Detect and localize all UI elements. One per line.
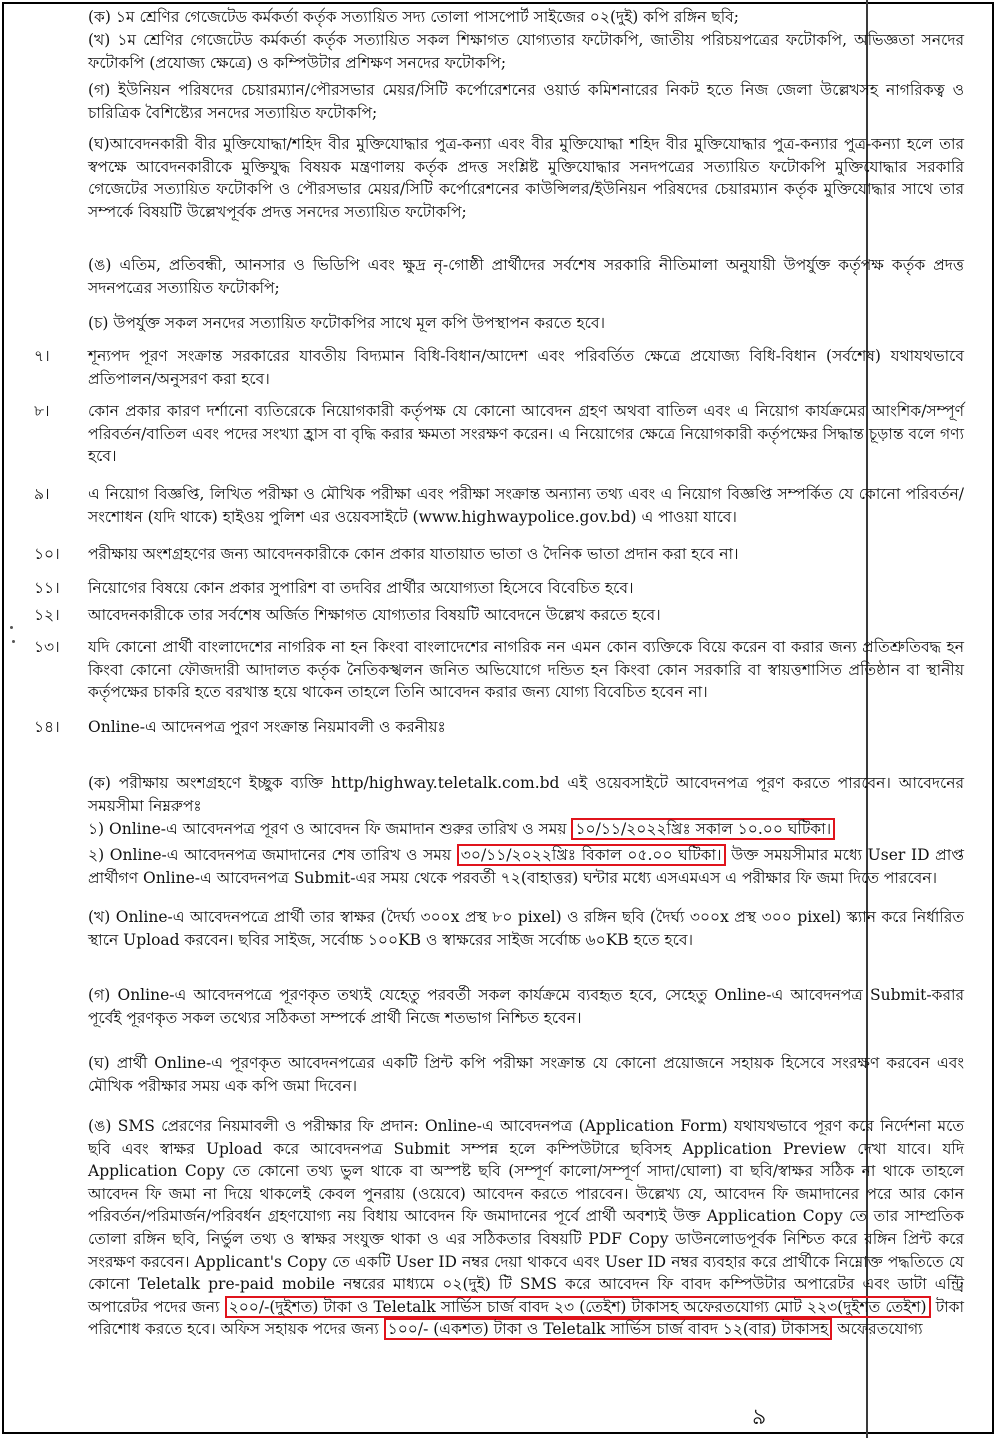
page-number: ৯ bbox=[752, 1405, 767, 1430]
start-date-label: ১) Online-এ আবেদনপত্র পূরণ ও আবেদন ফি জমাদান শুরুর তারিখ ও সময় bbox=[88, 820, 567, 838]
clause-number: ১১। bbox=[34, 579, 60, 597]
end-date-label: ২) Online-এ আবেদনপত্র জমাদানের শেষ তারিখ ও সময় bbox=[88, 846, 452, 864]
item-ga: (গ) ইউনিয়ন পরিষদের চেয়ারম্যান/পৌরসভার মেয়র/সিটি কর্পোরেশনের ওয়ার্ড কমিশনারের নিকট হতে নিজ জেলা উল্লেখসহ নাগরিকত্ব ও চারিত্রিক বৈশিষ্ট্যের সনদের সত্যায়িত ফটোকপি; bbox=[88, 81, 964, 122]
clause-text: শূন্যপদ পূরণ সংক্রান্ত সরকারের যাবতীয় বিদ্যমান বিধি-বিধান/আদেশ এবং পরিবর্তিত ক্ষেত্রে প্রযোজ্য বিধি-বিধান (সর্বশেষ) যথাযথভাবে প্রতিপালন/অনুসরণ করা হবে। bbox=[88, 347, 964, 388]
online-start-line bbox=[88, 818, 964, 841]
clause-text: আবেদনকারীকে তার সর্বশেষ অর্জিত শিক্ষাগত যোগ্যতার বিষয়টি আবেদনে উল্লেখ করতে হবে। bbox=[88, 606, 661, 624]
clause-text: Online-এ আদেনপত্র পুরণ সংক্রান্ত নিয়মাবলী ও করনীয়ঃ bbox=[88, 718, 446, 736]
clause-number: ১৩। bbox=[34, 638, 60, 656]
clause-number: ১৪। bbox=[34, 718, 60, 736]
clause-text: পরীক্ষায় অংশগ্রহণের জন্য আবেদনকারীকে কোন প্রকার যাতায়াত ভাতা ও দৈনিক ভাতা প্রদান করা হবে না। bbox=[88, 545, 739, 563]
online-item-uma bbox=[88, 1115, 964, 1341]
clause-number: ৮। bbox=[34, 402, 50, 420]
online-item-gha: (ঘ) প্রার্থী Online-এ পূরণকৃত আবেদনপত্রের একটি প্রিন্ট কপি পরীক্ষা সংক্রান্ত যে কোনো প্রয়োজনে সহায়ক হিসেবে সংরক্ষণ করবেন এবং মৌখিক পরীক্ষার সময় এক কপি জমা দিবেন। bbox=[88, 1054, 964, 1095]
fee-tail-office-assistant: অফেরতযোগ্য bbox=[837, 1320, 923, 1339]
clause-text: কোন প্রকার কারণ দর্শানো ব্যতিরেকে নিয়োগকারী কর্তৃপক্ষ যে কোনো আবেদন গ্রহণ অথবা বাতিল এবং এ নিয়োগ কার্যক্রমের আংশিক/সম্পূর্ণ পরিবর্তন/বাতিল এবং পদের সংখ্যা হ্রাস বা বৃদ্ধি করার ক্ষমতা সংরক্ষণ করেন। এ নিয়োগের ক্ষেত্রে নিয়োগকারী কর্তৃপক্ষের সিদ্ধান্ত চূড়ান্ত বলে গণ্য হবে। bbox=[88, 402, 964, 466]
item-cha: (চ) উপর্যুক্ত সকল সনদের সত্যায়িত ফটোকপির সাথে মূল কপি উপস্থাপন করতে হবে। bbox=[88, 314, 605, 332]
clause-text: যদি কোনো প্রার্থী বাংলাদেশের নাগরিক না হন কিংবা বাংলাদেশের নাগরিক নন এমন কোন ব্যক্তিকে বিয়ে করেন বা করার জন্য প্রতিশ্রুতিবদ্ধ হন কিংবা কোনো ফৌজদারী আদালত কর্তৃক নৈতিকস্খলন জনিত অভিযোগে দন্ডিত হন কিংবা কোন সরকারি বা স্বায়ত্তশাসিত প্রতিষ্ঠান বা স্থানীয় কর্তৃপক্ষের চাকরি হতে বরখাস্ত হয়ে থাকেন তাহলে তিনি আবেদন করার জন্য যোগ্য বিবেচিত হবেন না। bbox=[88, 638, 964, 702]
online-item-ka: (ক) পরীক্ষায় অংশগ্রহণে ইচ্ছুক ব্যক্তি http/highway.teletalk.com.bd এই ওয়েবসাইটে আবেদনপত্র পূরণ করতে পারবেন। আবেদনের সময়সীমা নিম্নরুপঃ bbox=[88, 774, 964, 815]
sms-rules-text: (ঙ) SMS প্রেরণের নিয়মাবলী ও পরীক্ষার ফি প্রদান: Online-এ আবেদনপত্র (Application Form) যথাযথভাবে পূরণ করে নির্দেশনা মতে ছবি এবং স্বাক্ষর Upload করে আবেদনপত্র Submit সম্পন্ন হলে কম্পিউটারে ছবিসহ Application Preview দেখা যাবে। যদি Application Copy তে কোনো তথ্য ভুল থাকে বা অস্পষ্ট ছবি (সম্পূর্ণ কালো/সম্পূর্ণ সাদা/ঘোলা) বা ছবি/স্বাক্ষর সঠিক না থাকে তাহলে আবেদন ফি জমা না দিয়ে থাকলেই কেবল পুনরায় (ওয়েবে) আবেদন করতে পারবেন। উল্লেখ্য যে, আবেদন ফি জমাদানের পরে আর কোন পরিবর্তন/পরিমার্জন/পরিবর্ধন গ্রহণযোগ্য নয় বিধায় আবেদন ফি জমাদানের পূর্বে প্রার্থী অবশ্যই উক্ত Application Copy তে তার সাম্প্রতিক তোলা রঙ্গিন ছবি, নির্ভুল তথ্য ও স্বাক্ষর সংযুক্ত থাকা ও এর সঠিকতার বিষয়টি PDF Copy ডাউনলোডপূর্বক নিশ্চিত করে রঙ্গিন প্রিন্ট করে সংরক্ষণ করবেন। Applicant's Copy তে একটি User ID নম্বর দেয়া থাকবে এবং User ID নম্বর ব্যবহার করে প্রার্থীকে নিম্নোক্ত পদ্ধতিতে যে কোনো Teletalk pre-paid mobile নম্বরের মাধ্যমে ০২(দুই) টি SMS করে আবেদন ফি বাবদ কম্পিউটার অপারেটর এবং ডাটা এন্ট্রি অপারেটর পদের জন্য bbox=[88, 1117, 964, 1316]
end-date-tail: উক্ত সময়সীমার মধ্যে User ID প্রাপ্ত প্রার্থীগণ Online-এ আবেদনপত্র Submit-এর সময় থেকে পরবর্তী ৭২(বাহাত্তর) ঘন্টার মধ্যে এসএমএস এ পরীক্ষার ফি জমা দিতে পারবেন। bbox=[88, 846, 964, 887]
online-item-kha: (খ) Online-এ আবেদনপত্রে প্রার্থী তার স্বাক্ষর (দৈর্ঘ্য ৩০০x প্রস্থ ৮০ pixel) ও রঙ্গিন ছবি (দৈর্ঘ্য ৩০০x প্রস্থ ৩০০ pixel) স্ক্যান করে নির্ধারিত স্থানে Upload করবেন। ছবির সাইজ, সর্বোচ্চ ১০০KB ও স্বাক্ষরের সাইজ সর্বোচ্চ ৬০KB হতে হবে। bbox=[88, 908, 964, 949]
item-ka: (ক) ১ম শ্রেণির গেজেটেড কর্মকর্তা কর্তৃক সত্যায়িত সদ্য তোলা পাসপোর্ট সাইজের ০২(দুই) কপি রঙ্গিন ছবি; bbox=[88, 8, 740, 26]
item-uma: (ঙ) এতিম, প্রতিবন্ধী, আনসার ও ভিডিপি এবং ক্ষুদ্র নৃ-গোষ্ঠী প্রার্থীদের সর্বশেষ সরকারি নীতিমালা অনুযায়ী উপর্যুক্ত কর্তৃপক্ষ কর্তৃক প্রদত্ত সদনপত্রের সত্যায়িত ফটোকপি; bbox=[88, 256, 964, 297]
fee-tail-operator: টাকা পরিশোধ করতে হবে। অফিস সহায়ক পদের জন্য bbox=[88, 1297, 964, 1339]
clause-number: ১০। bbox=[34, 545, 60, 563]
clause-number: ৭। bbox=[34, 347, 50, 365]
scan-speck bbox=[10, 626, 13, 629]
fee-highlight-operator: ২০০/-(দুইশত) টাকা ও Teletalk সার্ভিস চার্জ বাবদ ২৩ (তেইশ) টাকাসহ অফেরতযোগ্য মোট ২২৩(দুইশত তেইশ) bbox=[225, 1296, 931, 1318]
online-item-ga: (গ) Online-এ আবেদনপত্রে পূরণকৃত তথ্যই যেহেতু পরবর্তী সকল কার্যক্রমে ব্যবহৃত হবে, সেহেতু Online-এ আবেদনপত্র Submit-করার পূর্বেই পূরণকৃত সকল তথ্যের সঠিকতা সম্পর্কে প্রার্থী নিজে শতভাগ নিশ্চিত হবেন। bbox=[88, 986, 964, 1027]
clause-number: ৯। bbox=[34, 485, 50, 503]
clause-text: নিয়োগের বিষয়ে কোন প্রকার সুপারিশ বা তদবির প্রার্থীর অযোগ্যতা হিসেবে বিবেচিত হবে। bbox=[88, 579, 634, 597]
fee-highlight-office-assistant: ১০০/- (একশত) টাকা ও Teletalk সার্ভিস চার্জ বাবদ ১২(বার) টাকাসহ bbox=[384, 1318, 833, 1340]
clause-text: এ নিয়োগ বিজ্ঞপ্তি, লিখিত পরীক্ষা ও মৌখিক পরীক্ষা এবং পরীক্ষা সংক্রান্ত অন্যান্য তথ্য এবং এ নিয়োগ বিজ্ঞপ্তি সম্পর্কিত যে কোনো পরিবর্তন/সংশোধন (যদি থাকে) হাইওয় পুলিশ এর ওয়েবসাইটে (www.highwaypolice.gov.bd) এ পাওয়া যাবে। bbox=[88, 485, 964, 526]
end-date-highlight: ৩০/১১/২০২২খ্রিঃ বিকাল ০৫.০০ ঘটিকা। bbox=[457, 844, 726, 866]
clause-number: ১২। bbox=[34, 606, 60, 624]
item-gha: (ঘ)আবেদনকারী বীর মুক্তিযোদ্ধা/শহিদ বীর মুক্তিযোদ্ধার পুত্র-কন্যা এবং বীর মুক্তিযোদ্ধা শহিদ বীর মুক্তিযোদ্ধার পুত্র-কন্যার পুত্র-কন্যা হলে তার স্বপক্ষে আবেদনকারীকে মুক্তিযুদ্ধ বিষয়ক মন্ত্রণালয় কর্তৃক প্রদত্ত সংশ্লিষ্ট মুক্তিযোদ্ধার সনদপত্রের সত্যায়িত ফটোকপি মুক্তিযোদ্ধার সরকারি গেজেটের সত্যায়িত ফটোকপি ও পৌরসভার মেয়র/সিটি কর্পোরেশনের কাউন্সিলর/ইউনিয়ন পরিষদের চেয়ারম্যান কর্তৃক মুক্তিযোদ্ধার সাথে তার সম্পর্কে বিষয়টি উল্লেখপূর্বক প্রদত্ত সনদের সত্যায়িত ফটোকপি; bbox=[88, 135, 964, 221]
start-date-highlight: ১০/১১/২০২২খ্রিঃ সকাল ১০.০০ ঘটিকা। bbox=[571, 818, 835, 840]
scan-speck bbox=[12, 640, 15, 643]
online-end-line bbox=[88, 844, 964, 889]
item-kha: (খ) ১ম শ্রেণির গেজেটেড কর্মকর্তা কর্তৃক সত্যায়িত সকল শিক্ষাগত যোগ্যতার ফটোকপি, জাতীয় পরিচয়পত্রের ফটোকপি, অভিজ্ঞতা সনদের ফটোকপি (প্রযোজ্য ক্ষেত্রে) ও কম্পিউটার প্রশিক্ষণ সনদের ফটোকপি; bbox=[88, 31, 964, 72]
